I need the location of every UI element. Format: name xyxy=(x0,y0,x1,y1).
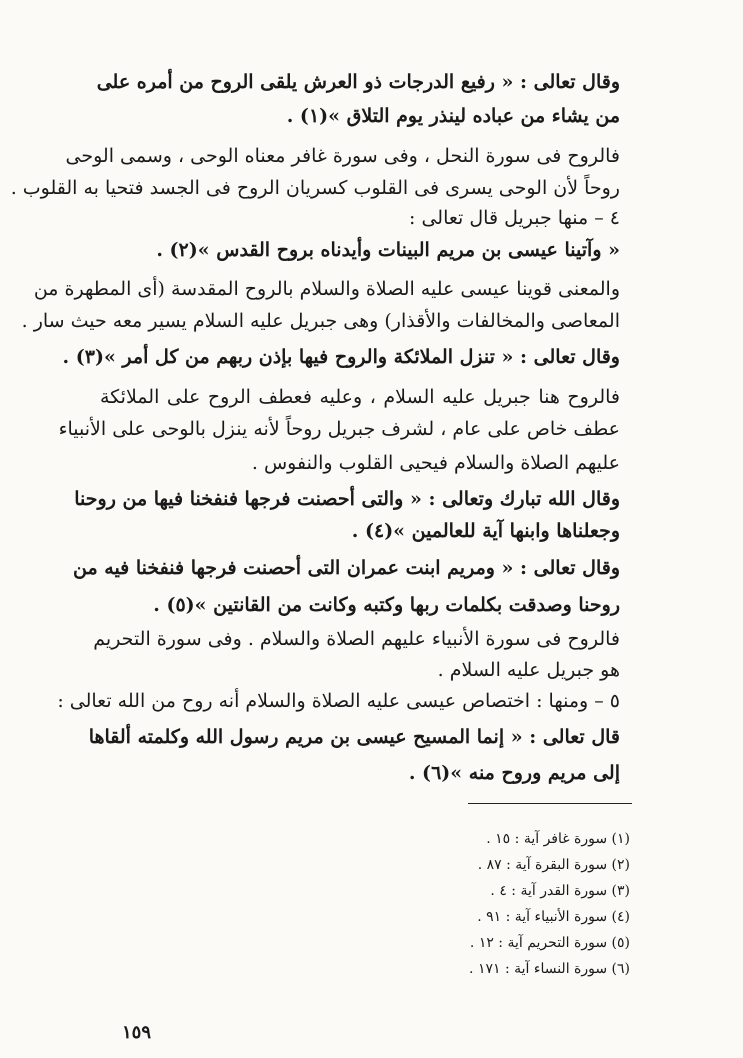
text-line: عليهم الصلاة والسلام فيحيى القلوب والنفوس . xyxy=(251,452,620,474)
text-line: « وآتينا عيسى بن مريم البينات وأيدناه بروح القدس »(٢) . xyxy=(156,239,620,261)
text-line: وقال الله تبارك وتعالى : « والتى أحصنت فرجها فنفخنا فيها من روحنا xyxy=(74,488,620,510)
text-line: فالروح فى سورة النحل ، وفى سورة غافر معناه الوحى ، وسمى الوحى xyxy=(65,145,620,167)
footnote: (٣) سورة القدر آية : ٤ . xyxy=(490,883,630,899)
text-line: وقال تعالى : « رفيع الدرجات ذو العرش يلقى الروح من أمره على xyxy=(96,71,620,93)
text-line: هو جبريل عليه السلام . xyxy=(437,659,620,681)
footnote: (١) سورة غافر آية : ١٥ . xyxy=(486,831,630,847)
text-line: من يشاء من عباده لينذر يوم التلاق »(١) . xyxy=(286,105,620,127)
footnote: (٢) سورة البقرة آية : ٨٧ . xyxy=(477,857,630,873)
text-line: وجعلناها وابنها آية للعالمين »(٤) . xyxy=(351,520,620,542)
text-line: روحنا وصدقت بكلمات ربها وكتبه وكانت من القانتين »(٥) . xyxy=(153,594,620,616)
text-line: والمعنى قوينا عيسى عليه الصلاة والسلام بالروح المقدسة (أى المطهرة من xyxy=(33,278,620,300)
footnote: (٥) سورة التحريم آية : ١٢ . xyxy=(469,935,630,951)
footnote: (٤) سورة الأنبياء آية : ٩١ . xyxy=(477,909,630,925)
text-line: إلى مريم وروح منه »(٦) . xyxy=(408,762,620,784)
text-line: قال تعالى : « إنما المسيح عيسى بن مريم رسول الله وكلمته ألقاها xyxy=(88,726,620,748)
text-line: المعاصى والمخالفات والأقذار) وهى جبريل عليه السلام يسير معه حيث سار . xyxy=(21,310,620,332)
footnote-divider xyxy=(468,803,632,804)
page-number: ١٥٩ xyxy=(122,1022,152,1043)
text-line: ٥ – ومنها : اختصاص عيسى عليه الصلاة والسلام أنه روح من الله تعالى : xyxy=(57,690,620,712)
text-line: وقال تعالى : « ومريم ابنت عمران التى أحصنت فرجها فنفخنا فيه من xyxy=(73,557,620,579)
text-line: فالروح فى سورة الأنبياء عليهم الصلاة والسلام . وفى سورة التحريم xyxy=(93,628,620,650)
text-line: روحاً لأن الوحى يسرى فى القلوب كسريان الروح فى الجسد فتحيا به القلوب . xyxy=(10,177,620,199)
text-line: ٤ – منها جبريل قال تعالى : xyxy=(409,207,620,229)
text-line: عطف خاص على عام ، لشرف جبريل روحاً لأنه ينزل بالوحى على الأنبياء xyxy=(58,418,620,440)
text-line: فالروح هنا جبريل عليه السلام ، وعليه فعطف الروح على الملائكة xyxy=(100,386,620,408)
footnote: (٦) سورة النساء آية : ١٧١ . xyxy=(469,961,630,977)
text-line: وقال تعالى : « تنزل الملائكة والروح فيها بإذن ربهم من كل أمر »(٣) . xyxy=(62,346,620,368)
